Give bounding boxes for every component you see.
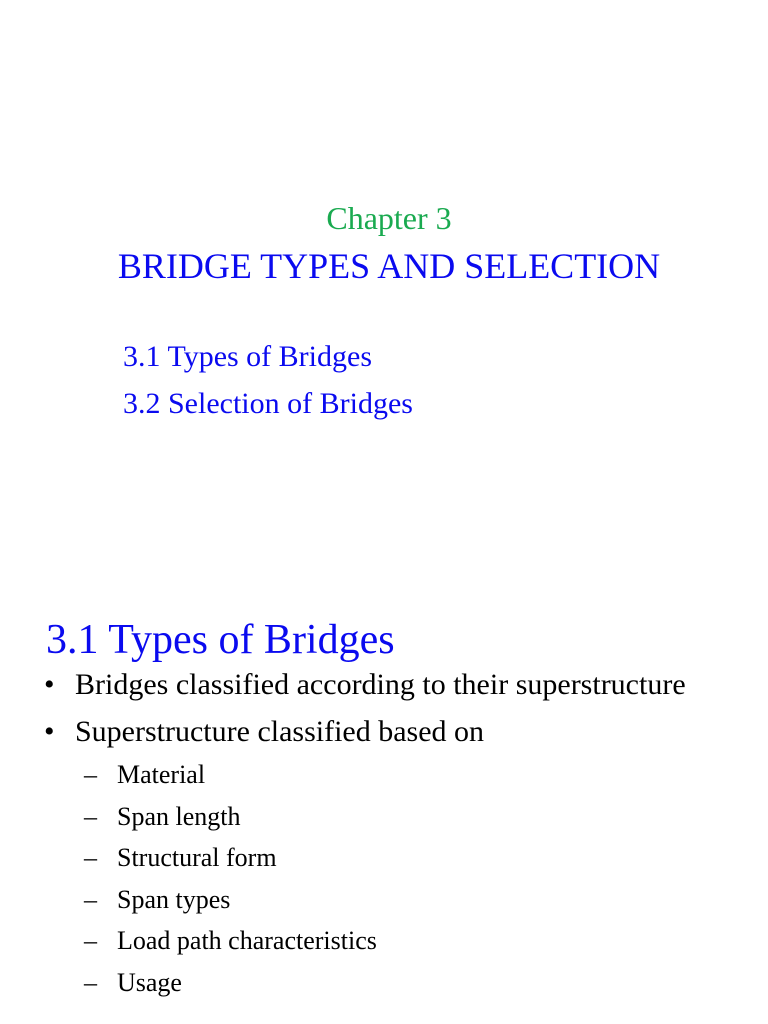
sub-item-span-length <box>84 796 744 838</box>
bullet-text: Bridges classified according to their superstructure <box>75 668 686 701</box>
sub-item-text: Material <box>117 760 206 789</box>
bullet-item <box>44 711 744 1003</box>
bullet-marker: • <box>44 668 55 701</box>
chapter-title: BRIDGE TYPES AND SELECTION <box>117 246 661 286</box>
sub-item-text: Span length <box>117 801 241 831</box>
bullet-item <box>44 664 744 705</box>
dash-marker: – <box>84 801 97 831</box>
toc-item-selection-of-bridges: 3.2 Selection of Bridges <box>123 387 413 420</box>
dash-marker: – <box>84 843 97 872</box>
chapter-label: Chapter 3 <box>326 200 452 236</box>
bullet-list <box>44 664 744 1009</box>
sub-item-span-types <box>84 879 744 921</box>
table-of-contents <box>123 333 413 427</box>
dash-marker: – <box>84 884 97 914</box>
sub-item-text: Structural form <box>117 843 277 872</box>
sub-item-text: Load path characteristics <box>117 926 377 955</box>
sub-item-material <box>84 754 744 796</box>
bullet-text: Superstructure classified based on <box>75 715 485 748</box>
dash-marker: – <box>84 760 97 789</box>
section-heading: 3.1 Types of Bridges <box>46 617 395 663</box>
sub-item-load-path <box>84 920 744 962</box>
sub-item-usage <box>84 962 744 1004</box>
sub-item-text: Usage <box>117 967 182 997</box>
dash-marker: – <box>84 967 97 997</box>
sub-item-text: Span types <box>117 884 231 914</box>
toc-item-types-of-bridges: 3.1 Types of Bridges <box>123 340 372 373</box>
dash-marker: – <box>84 926 97 955</box>
sub-bullet-list <box>75 754 744 1003</box>
content-slide <box>0 576 768 1024</box>
bullet-marker: • <box>44 715 55 748</box>
sub-item-structural-form <box>84 837 744 879</box>
